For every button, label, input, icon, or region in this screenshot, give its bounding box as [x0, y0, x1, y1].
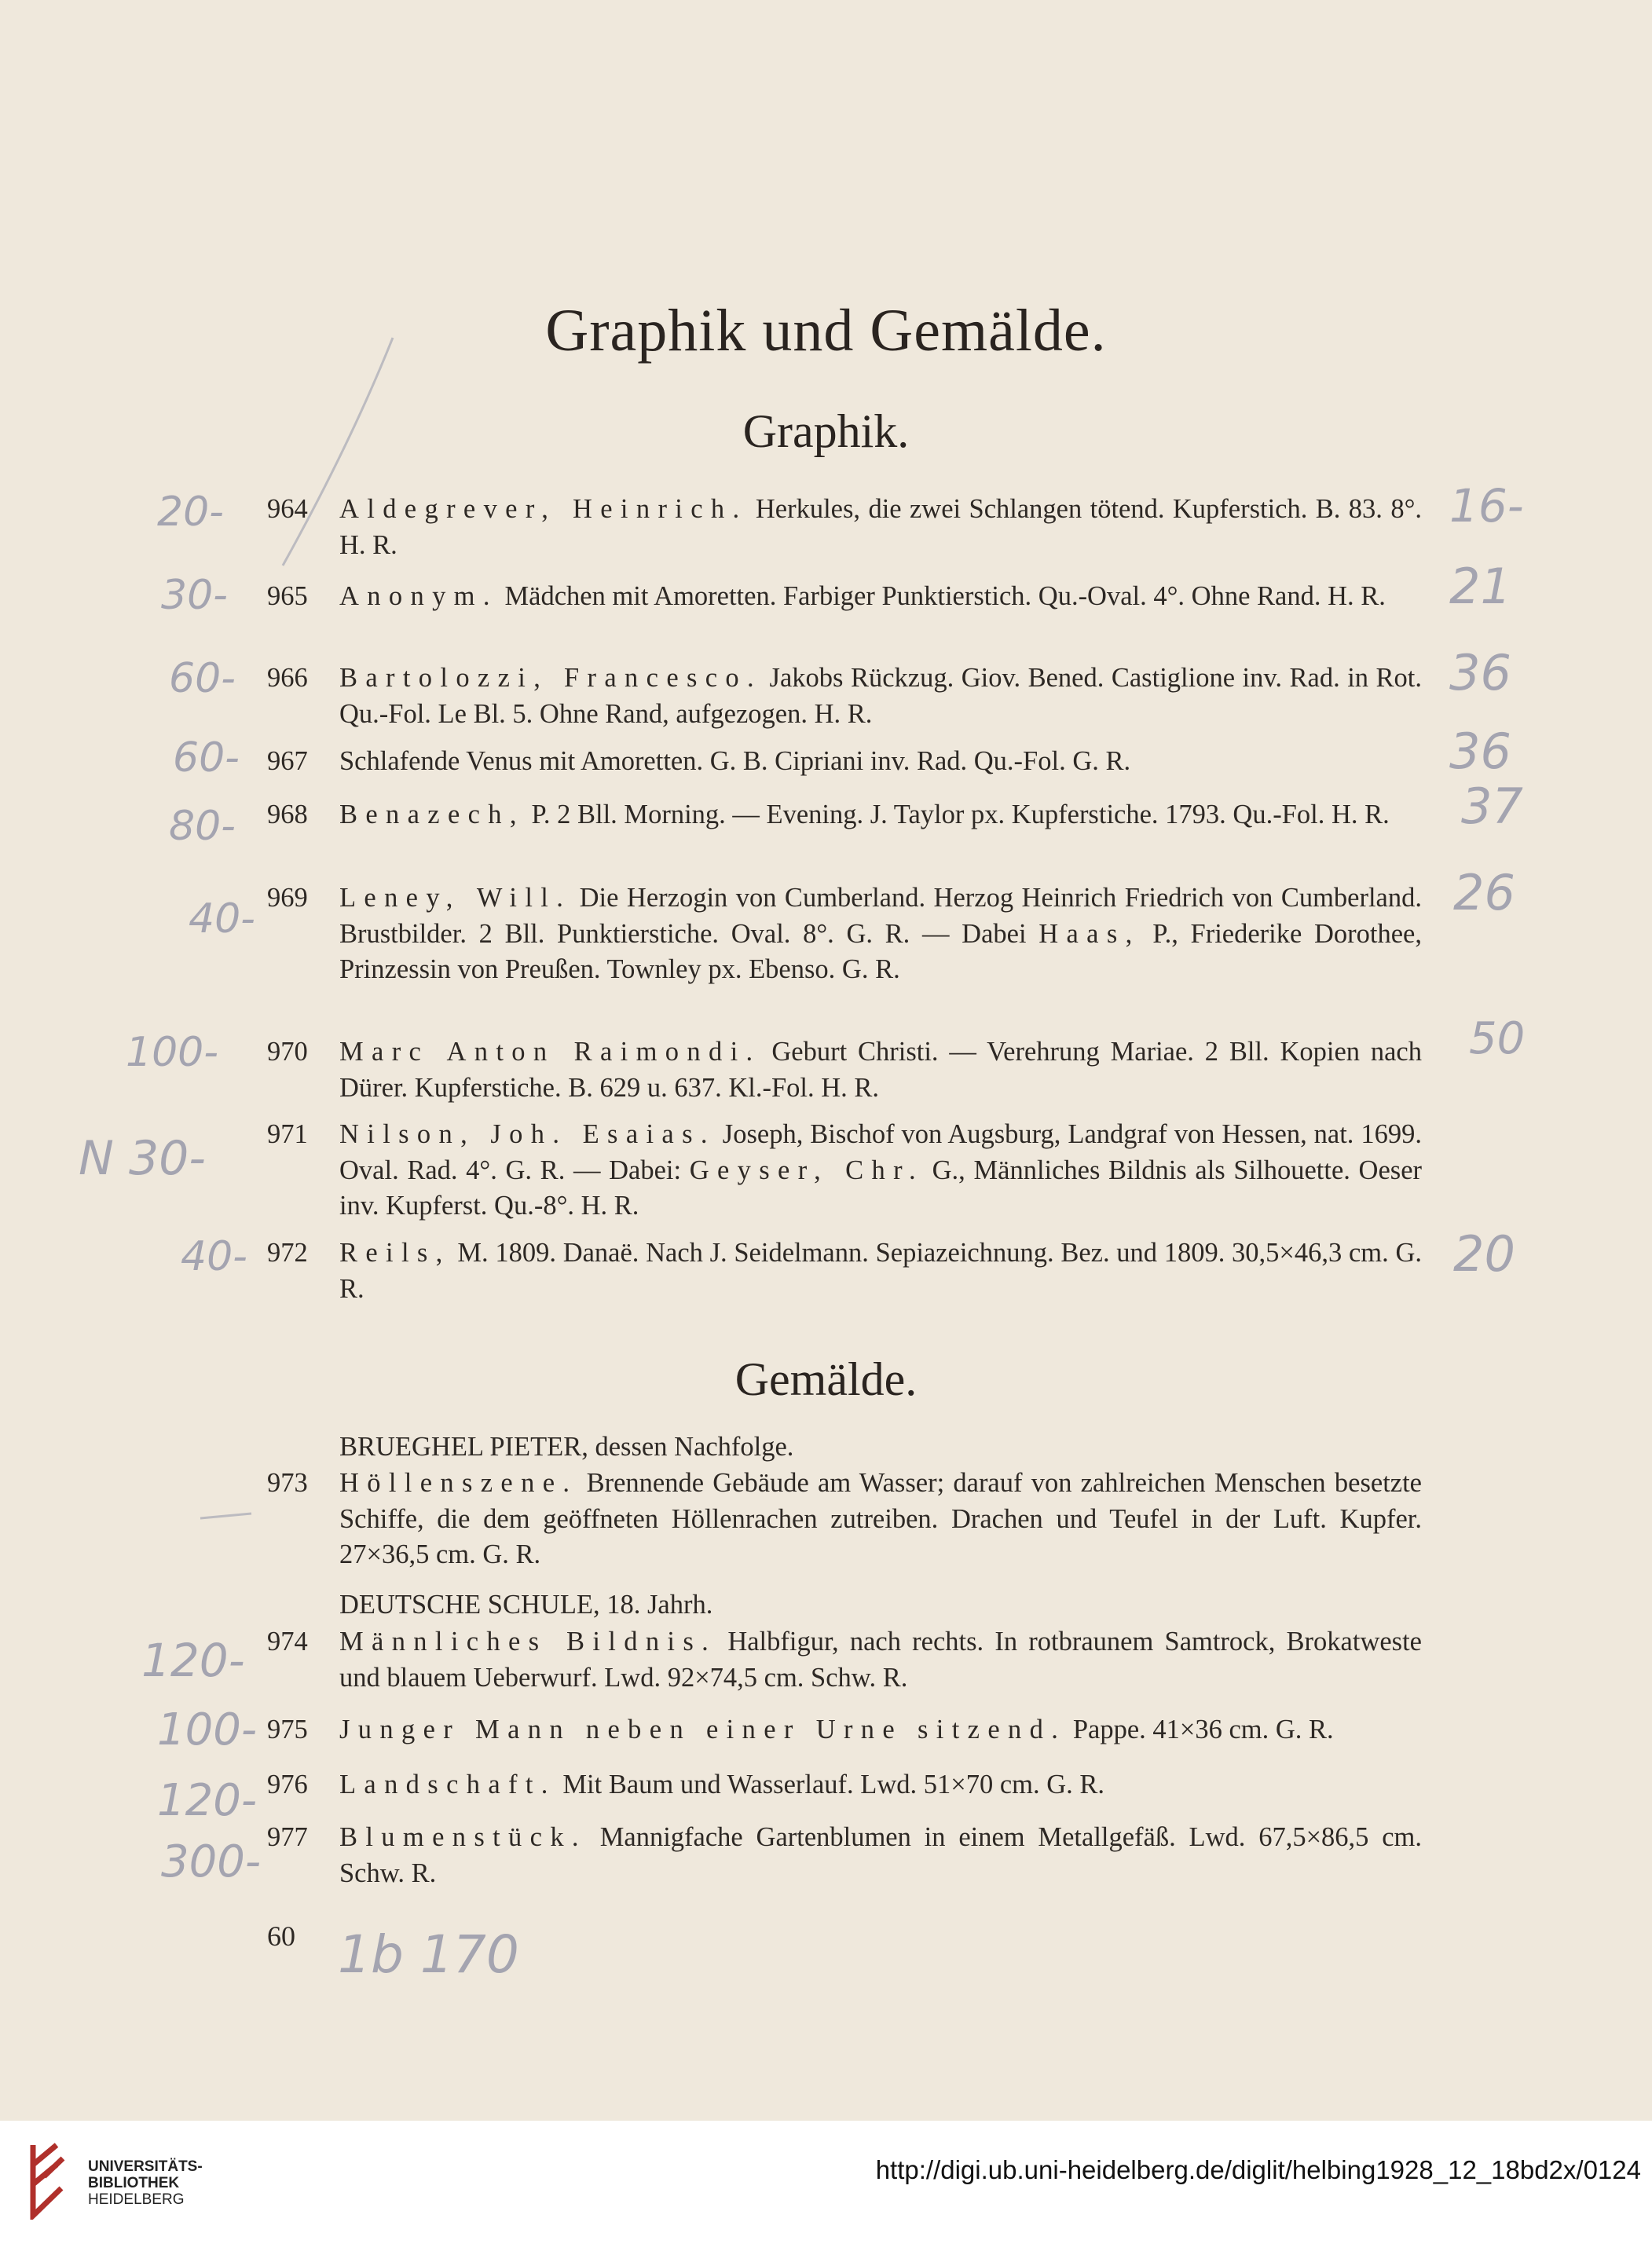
artist-name: Reils, — [339, 1238, 451, 1268]
entry-description: Mit Baum und Wasserlauf. Lwd. 51×70 cm. G. R. — [555, 1770, 1105, 1799]
pencil-total-note: 1b 170 — [338, 1924, 519, 1985]
entry-description: Geburt Christi. — Verehrung Mariae. 2 Bll. Kopien nach Dürer. Kupferstiche. B. 629 u. 637. Kl.-Fol. H. R. — [339, 1037, 1422, 1103]
pencil-price-note: 100- — [126, 1029, 219, 1076]
lot-number: 965 — [267, 581, 308, 611]
artist-name: Bartolozzi, Francesco. — [339, 663, 763, 693]
pencil-price-note: 120- — [141, 1634, 245, 1687]
lot-number: 970 — [267, 1037, 308, 1067]
entry-description: Brennende Gebäude am Wasser; darauf von zahlreichen Menschen besetzte Schiffe, die dem geöffneten Höllenrachen zutreiben. Drachen und Teufel in der Luft. Kupfer. 27×36,5 cm. G. R. — [339, 1468, 1422, 1569]
pencil-price-note: 60- — [173, 734, 240, 782]
entry-description-secondary: G., Männliches Bildnis als Silhouette. Oeser inv. Kupferst. Qu.-8°. H. R. — [339, 1155, 1422, 1221]
pencil-price-note: 30- — [161, 572, 228, 619]
school-heading: DEUTSCHE SCHULE, 18. Jahrh. — [339, 1590, 713, 1620]
lot-number: 966 — [267, 663, 308, 693]
catalog-entry — [267, 492, 1422, 563]
catalog-entry — [267, 1034, 1422, 1106]
entry-description: Die Herzogin von Cumberland. Herzog Heinrich Friedrich von Cumberland. Brustbilder. 2 Bll. Punktierstiche. Oval. 8°. G. R. — Dabei — [339, 883, 1422, 949]
pencil-price-note: 20 — [1453, 1225, 1515, 1283]
entry-description-secondary: P., Friederike Dorothee, Prinzessin von Preußen. Townley px. Ebenso. G. R. — [339, 918, 1422, 984]
entry-description: Mädchen mit Amoretten. Farbiger Punktierstich. Qu.-Oval. 4°. Ohne Rand. H. R. — [497, 581, 1386, 611]
lot-number: 968 — [267, 800, 308, 829]
catalog-entry — [267, 579, 1422, 615]
artist-name: Marc Anton Raimondi. — [339, 1037, 761, 1067]
pencil-price-note: 37 — [1461, 778, 1523, 835]
pencil-stroke — [196, 1504, 259, 1528]
school-heading: BRUEGHEL PIETER, dessen Nachfolge. — [339, 1432, 794, 1462]
pencil-price-note: 36 — [1449, 723, 1511, 780]
source-url-link[interactable]: http://digi.ub.uni-heidelberg.de/diglit/helbing1928_12_18bd2x/0124 — [875, 2155, 1641, 2184]
lot-number: 976 — [267, 1770, 308, 1799]
footer-bar — [0, 2121, 1652, 2255]
pencil-price-note: 26 — [1453, 864, 1515, 921]
artist-name: Benazech, — [339, 800, 525, 829]
entry-description: Pappe. 41×36 cm. G. R. — [1066, 1715, 1334, 1744]
pencil-stroke — [259, 330, 401, 573]
lot-number: 967 — [267, 746, 308, 776]
entry-description: Joseph, Bischof von Augsburg, Landgraf von Hessen, nat. 1699. Oval. Rad. 4°. G. R. — Dabei: — [339, 1119, 1422, 1185]
lot-number: 972 — [267, 1238, 308, 1268]
catalog-entry — [267, 797, 1422, 833]
pencil-price-note: 40- — [189, 895, 255, 943]
catalog-entry — [267, 1624, 1422, 1696]
page-title: Graphik und Gemälde. — [545, 298, 1107, 364]
catalog-entry — [267, 880, 1422, 988]
lot-number: 974 — [267, 1627, 308, 1656]
artist-name: Nilson, Joh. Esaias. — [339, 1119, 716, 1149]
pencil-price-note: 300- — [161, 1836, 262, 1887]
artist-name: Leney, Will. — [339, 883, 572, 913]
lot-number: 964 — [267, 494, 308, 524]
pencil-price-note: 60- — [169, 655, 236, 702]
lot-number: 973 — [267, 1468, 308, 1498]
painting-title: Landschaft. — [339, 1770, 556, 1799]
painting-title: Junger Mann neben einer Urne sitzend. — [339, 1715, 1067, 1744]
pencil-price-note: 50 — [1469, 1013, 1526, 1064]
painting-title: Blumenstück. — [339, 1822, 587, 1852]
pencil-price-note: 16- — [1449, 479, 1524, 533]
section-title-graphik: Graphik. — [742, 405, 910, 457]
lot-number: 969 — [267, 883, 308, 913]
pencil-price-note: 36 — [1449, 644, 1511, 701]
catalog-entry — [267, 744, 1422, 780]
catalog-entry — [267, 1117, 1422, 1225]
artist-name-secondary: Haas, — [1038, 918, 1141, 949]
artist-name: Aldegrever, Heinrich. — [339, 494, 748, 524]
pencil-price-note: 100- — [157, 1704, 258, 1755]
entry-description: Jakobs Rückzug. Giov. Bened. Castiglione inv. Rad. in Rot. Qu.-Fol. Le Bl. 5. Ohne Rand, aufgezogen. H. R. — [339, 663, 1423, 729]
catalog-entry — [267, 1466, 1422, 1573]
catalog-entry — [267, 1712, 1422, 1748]
logo-line: UNIVERSITÄTS- — [88, 2158, 203, 2175]
lot-number: 977 — [267, 1822, 308, 1852]
page-number: 60 — [267, 1920, 295, 1952]
lot-number: 975 — [267, 1715, 308, 1744]
entry-description: Schlafende Venus mit Amoretten. G. B. Cipriani inv. Rad. Qu.-Fol. G. R. — [339, 746, 1131, 776]
pencil-price-note: N 30- — [79, 1131, 206, 1186]
pencil-price-note: 20- — [157, 489, 224, 536]
artist-name: Anonym. — [339, 581, 498, 611]
entry-description: P. 2 Bll. Morning. — Evening. J. Taylor px. Kupferstiche. 1793. Qu.-Fol. H. R. — [524, 800, 1390, 829]
catalog-entry — [267, 1820, 1422, 1891]
pencil-price-note: 40- — [181, 1233, 247, 1280]
entry-description: Halbfigur, nach rechts. In rotbraunem Samtrock, Brokatweste und blauem Ueberwurf. Lwd. 92×74,5 cm. Schw. R. — [339, 1627, 1422, 1693]
logo-line: BIBLIOTHEK — [88, 2175, 180, 2191]
library-logo-icon — [25, 2141, 69, 2220]
entry-description: M. 1809. Danaë. Nach J. Seidelmann. Sepiazeichnung. Bez. und 1809. 30,5×46,3 cm. G. R. — [339, 1238, 1422, 1304]
painting-title: Männliches Bildnis. — [339, 1627, 717, 1656]
painting-title: Höllenszene. — [339, 1468, 578, 1498]
catalog-entry — [267, 661, 1422, 732]
catalog-entry — [267, 1767, 1422, 1803]
pencil-price-note: 80- — [169, 803, 236, 850]
entry-description: Herkules, die zwei Schlangen tötend. Kupferstich. B. 83. 8°. H. R. — [339, 494, 1422, 560]
pencil-price-note: 21 — [1449, 558, 1511, 615]
logo-line: HEIDELBERG — [88, 2191, 185, 2208]
artist-name-secondary: Geyser, Chr. — [689, 1155, 924, 1185]
pencil-price-note: 120- — [157, 1775, 258, 1826]
library-logo-text — [88, 2158, 203, 2208]
lot-number: 971 — [267, 1119, 308, 1149]
entry-description: Mannigfache Gartenblumen in einem Metallgefäß. Lwd. 67,5×86,5 cm. Schw. R. — [339, 1822, 1422, 1888]
catalog-entry — [267, 1235, 1422, 1307]
section-title-gemaelde: Gemälde. — [734, 1353, 918, 1405]
